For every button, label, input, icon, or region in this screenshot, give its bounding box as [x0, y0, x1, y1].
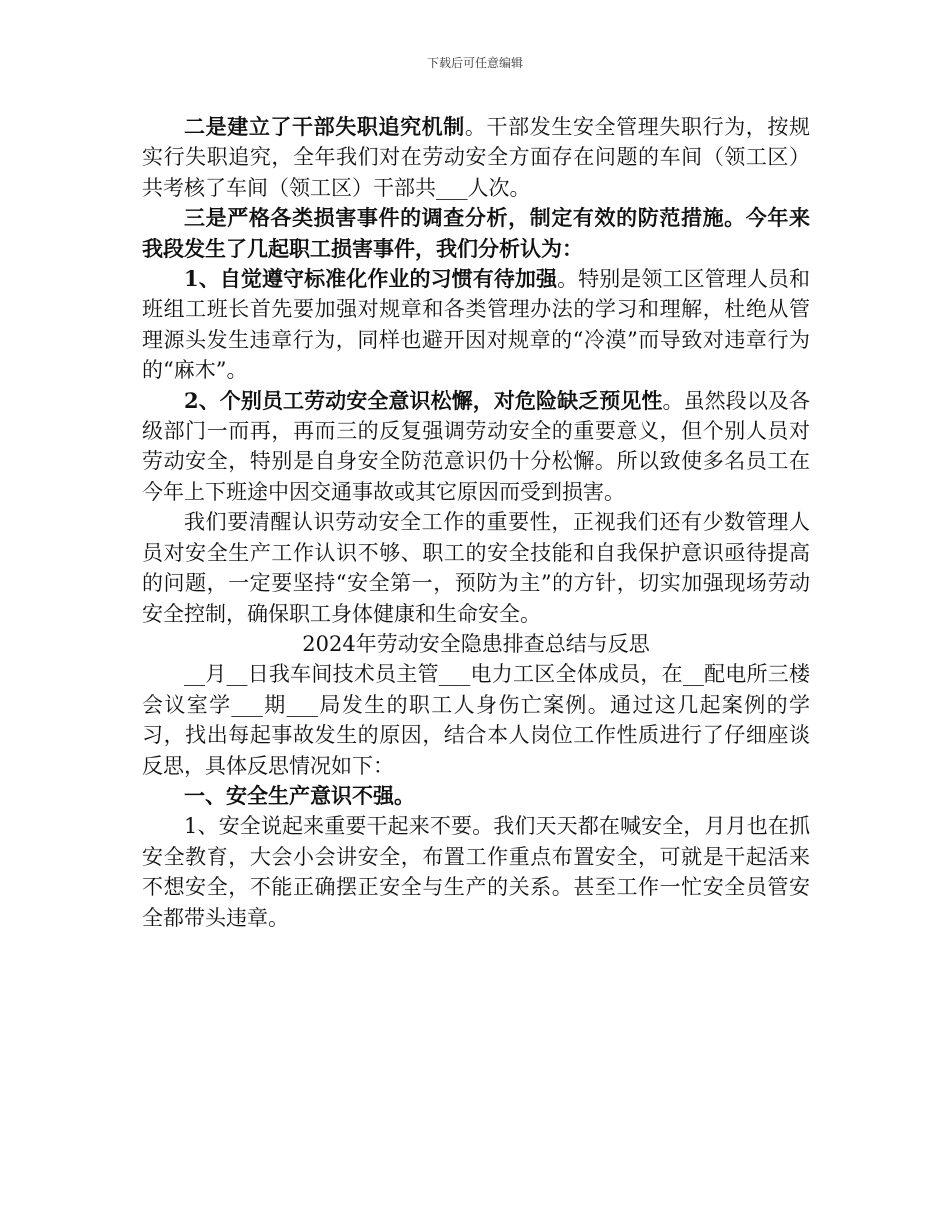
document-title: 2024年劳动安全隐患排查总结与反思: [302, 631, 650, 656]
paragraph-item-1: 1、安全说起来重要干起来不要。我们天天都在喊安全，月月也在抓安全教育，大会小会讲安全，布置工作重点布置安全，可就是干起活来不想安全，不能正确摆正安全与生产的关系。甚至工作一忙安全员管安全都带头违章。: [142, 814, 810, 930]
paragraph-text: 。特别是领工区管理人员和班组工班长首先要加强对规章和各类管理办法的学习和理解，杜绝从管理源头发生违章行为，同样也避开因对规章的“冷漠”而导致对违章行为的“麻木”。: [142, 267, 810, 383]
paragraph-point-1: [142, 264, 810, 386]
section-heading: 一、安全生产意识不强。: [184, 782, 415, 808]
paragraph-text: 。虽然段以及各级部门一而再，再而三的反复强调劳动安全的重要意义，但个别人员对劳动安全，特别是自身安全防范意识仍十分松懈。所以致使多名员工在今年上下班途中因交通事故或其它原因而受到损害。: [142, 388, 810, 504]
document-body: [142, 112, 810, 933]
paragraph-conclusion: 我们要清醒认识劳动安全工作的重要性，正视我们还有少数管理人员对安全生产工作认识不够、职工的安全技能和自我保护意识亟待提高的问题，一定要坚持“安全第一，预防为主”的方针，切实加强现场劳动安全控制，确保职工身体健康和生命安全。: [142, 510, 810, 626]
paragraph-text: 。干部发生安全管理失职行为，按规实行失职追究，全年我们对在劳动安全方面存在问题的车间（领工区）共考核了车间（领工区）干部共___人次。: [142, 115, 811, 200]
paragraph-lead: 1、自觉遵守标准化作业的习惯有待加强: [184, 266, 558, 292]
paragraph-lead: 2、个别员工劳动安全意识松懈，对危险缺乏预见性: [184, 387, 663, 413]
paragraph-investigation: 三是严格各类损害事件的调查分析，制定有效的防范措施。今年来我段发生了几起职工损害事件，我们分析认为：: [142, 205, 810, 261]
paragraph-accountability: [142, 112, 810, 203]
page-header: 下载后可任意编辑: [426, 56, 523, 70]
paragraph-lead: 二是建立了干部失职追究机制: [184, 114, 465, 139]
paragraph-point-2: [142, 386, 810, 508]
paragraph-intro: __月__日我车间技术员主管___电力工区全体成员，在__配电所三楼会议室学___期___局发生的职工人身伤亡案例。通过这几起案例的学习，找出每起事故发生的原因，结合本人岗位工作性质进行了仔细座谈反思，具体反思情况如下：: [142, 662, 810, 778]
